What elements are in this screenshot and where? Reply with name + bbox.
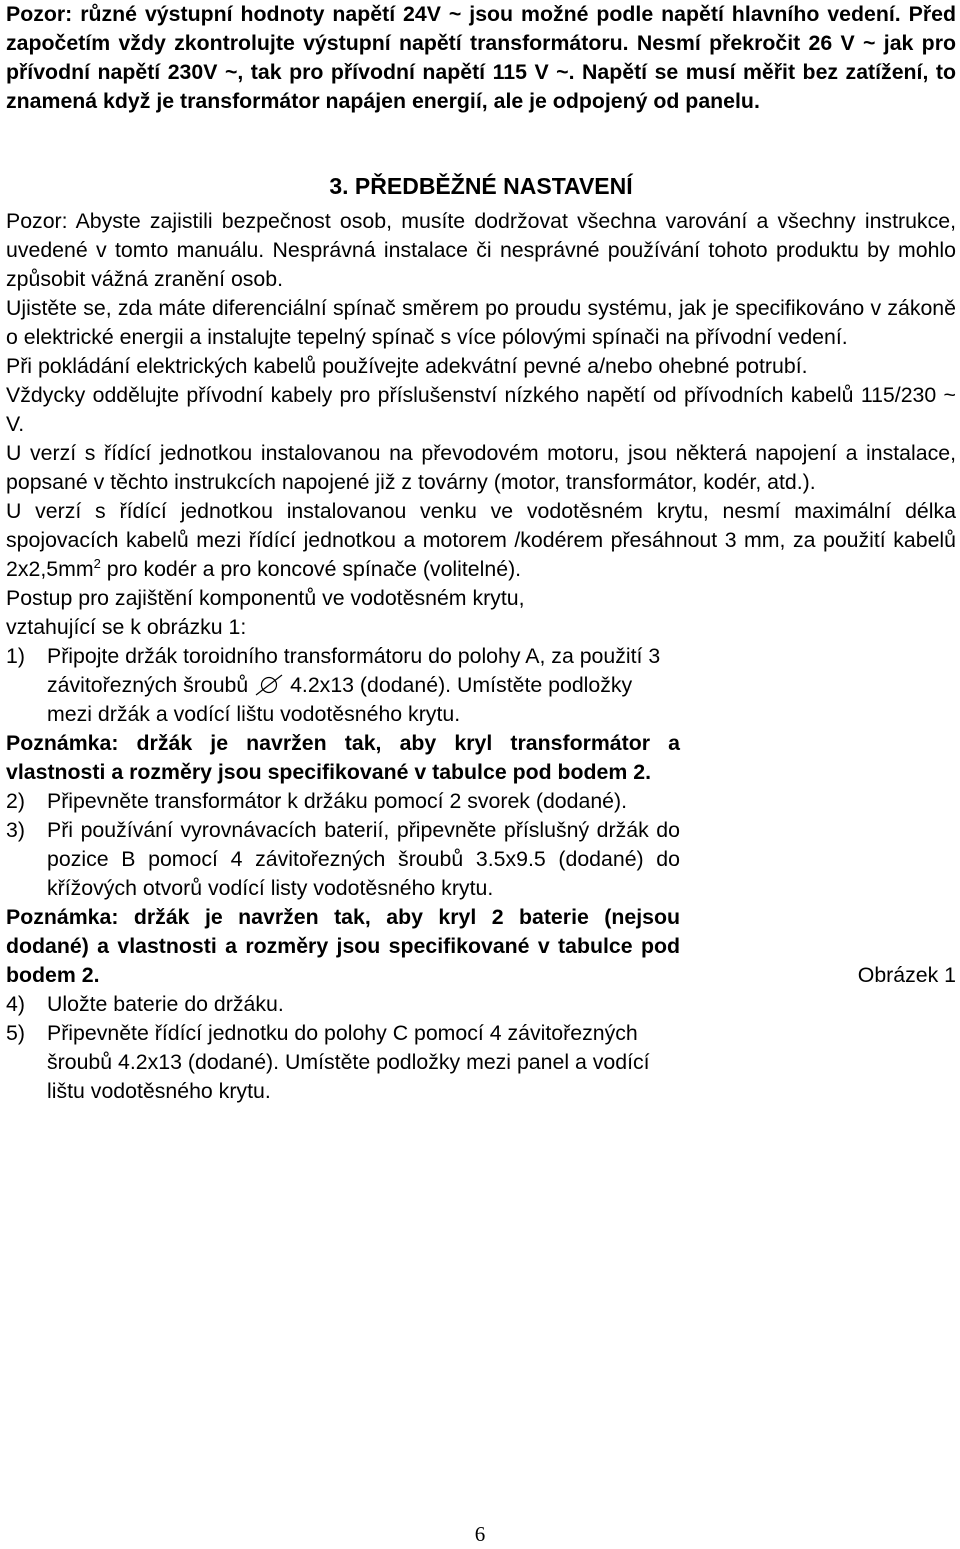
step-text: Uložte baterie do držáku.: [47, 992, 284, 1016]
battery-note-row: [6, 903, 956, 990]
procedure-intro-line-1: Postup pro zajištění komponentů ve vodotěsném krytu,: [6, 586, 525, 610]
list-item: [6, 816, 680, 903]
procedure-list-continued: [6, 990, 680, 1106]
step-number: 2): [6, 789, 25, 813]
cable-length-text-b: pro kodér a pro koncové spínače (volitelné).: [100, 557, 522, 581]
step-text-part: Připojte držák toroidního transformátoru do polohy A, za použití 3 závitořezných šroubů: [47, 644, 661, 697]
step-number: 3): [6, 818, 25, 842]
battery-note: Poznámka: držák je navržen tak, aby kryl 2 baterie (nejsou dodané) a vlastnosti a rozměry jsou specifikované v tabulce pod bodem 2.: [6, 905, 680, 987]
page-number: 6: [474, 1522, 486, 1546]
cable-length-text-a: U verzí s řídící jednotkou instalovanou venku ve vodotěsném krytu, nesmí maximální délka spojovacích kabelů mezi řídící jednotkou a motorem /kodérem přesáhnout 3 mm, za použití kabelů 2x2,5mm: [6, 499, 956, 581]
diameter-symbol-icon: [254, 674, 284, 696]
figure-caption: Obrázek 1: [857, 963, 956, 987]
cable-length-paragraph: [6, 497, 956, 584]
differential-switch-paragraph: Ujistěte se, zda máte diferenciální spínač směrem po proudu systému, jak je specifikováno v zákoně o elektrické energii a instalujte tepelný spínač s více pólovými spínači na přívodní vedení.: [6, 296, 956, 349]
procedure-list: [6, 642, 680, 903]
step-text: [47, 642, 680, 729]
safety-paragraph: Pozor: Abyste zajistili bezpečnost osob, musíte dodržovat všechna varování a všechny instrukce, uvedené v tomto manuálu. Nesprávná instalace či nesprávné používání tohoto produktu by mohlo způsobit vážná zranění osob.: [6, 209, 956, 291]
step-number: 1): [6, 644, 25, 668]
step-text: Připevněte řídící jednotku do polohy C pomocí 4 závitořezných šroubů 4.2x13 (dodané). Umístěte podložky mezi panel a vodící lištu vodotěsného krytu.: [47, 1021, 650, 1103]
transformer-note: Poznámka: držák je navržen tak, aby kryl transformátor a vlastnosti a rozměry jsou specifikované v tabulce pod bodem 2.: [6, 731, 680, 784]
step-number: 5): [6, 1021, 25, 1045]
step-number: 4): [6, 992, 25, 1016]
list-item: [6, 990, 680, 1019]
squared-superscript: 2: [93, 555, 101, 571]
list-item: [6, 1019, 680, 1106]
section-title: 3. PŘEDBĚŽNÉ NASTAVENÍ: [329, 173, 633, 199]
list-item: [6, 642, 680, 729]
factory-connection-paragraph: U verzí s řídící jednotkou instalovanou na převodovém motoru, jsou některá napojení a instalace, popsané v těchto instrukcích napojené již z továrny (motor, transformátor, kodér, atd.).: [6, 441, 956, 494]
list-item: [6, 787, 680, 816]
procedure-intro-line-2: vztahující se k obrázku 1:: [6, 615, 247, 639]
step-text: Připevněte transformátor k držáku pomocí 2 svorek (dodané).: [47, 789, 628, 813]
voltage-warning: Pozor: různé výstupní hodnoty napětí 24V ~ jsou možné podle napětí hlavního vedení. Před započetím vždy zkontrolujte výstupní napětí transformátoru. Nesmí překročit 26 V ~ jak pro přívodní napětí 230V ~, tak pro přívodní napětí 115 V ~. Napětí se musí měřit bez zatížení, to znamená když je transformátor napájen energií, ale je odpojený od panelu.: [6, 2, 956, 113]
low-voltage-cables-paragraph: Vždycky oddělujte přívodní kabely pro příslušenství nízkého napětí od přívodních kabelů 115/230 ~ V.: [6, 383, 956, 436]
cable-conduit-paragraph: Při pokládání elektrických kabelů používejte adekvátní pevné a/nebo ohebné potrubí.: [6, 354, 808, 378]
step-text: Při používání vyrovnávacích baterií, připevněte příslušný držák do pozice B pomocí 4 závitořezných šroubů 3.5x9.5 (dodané) do křížových otvorů vodící listy vodotěsného krytu.: [47, 818, 680, 900]
step-text-part: 4.2x13 (dodané). Umístěte podložky mezi držák a vodící lištu vodotěsného krytu.: [47, 673, 633, 726]
document-page: [6, 0, 956, 1106]
